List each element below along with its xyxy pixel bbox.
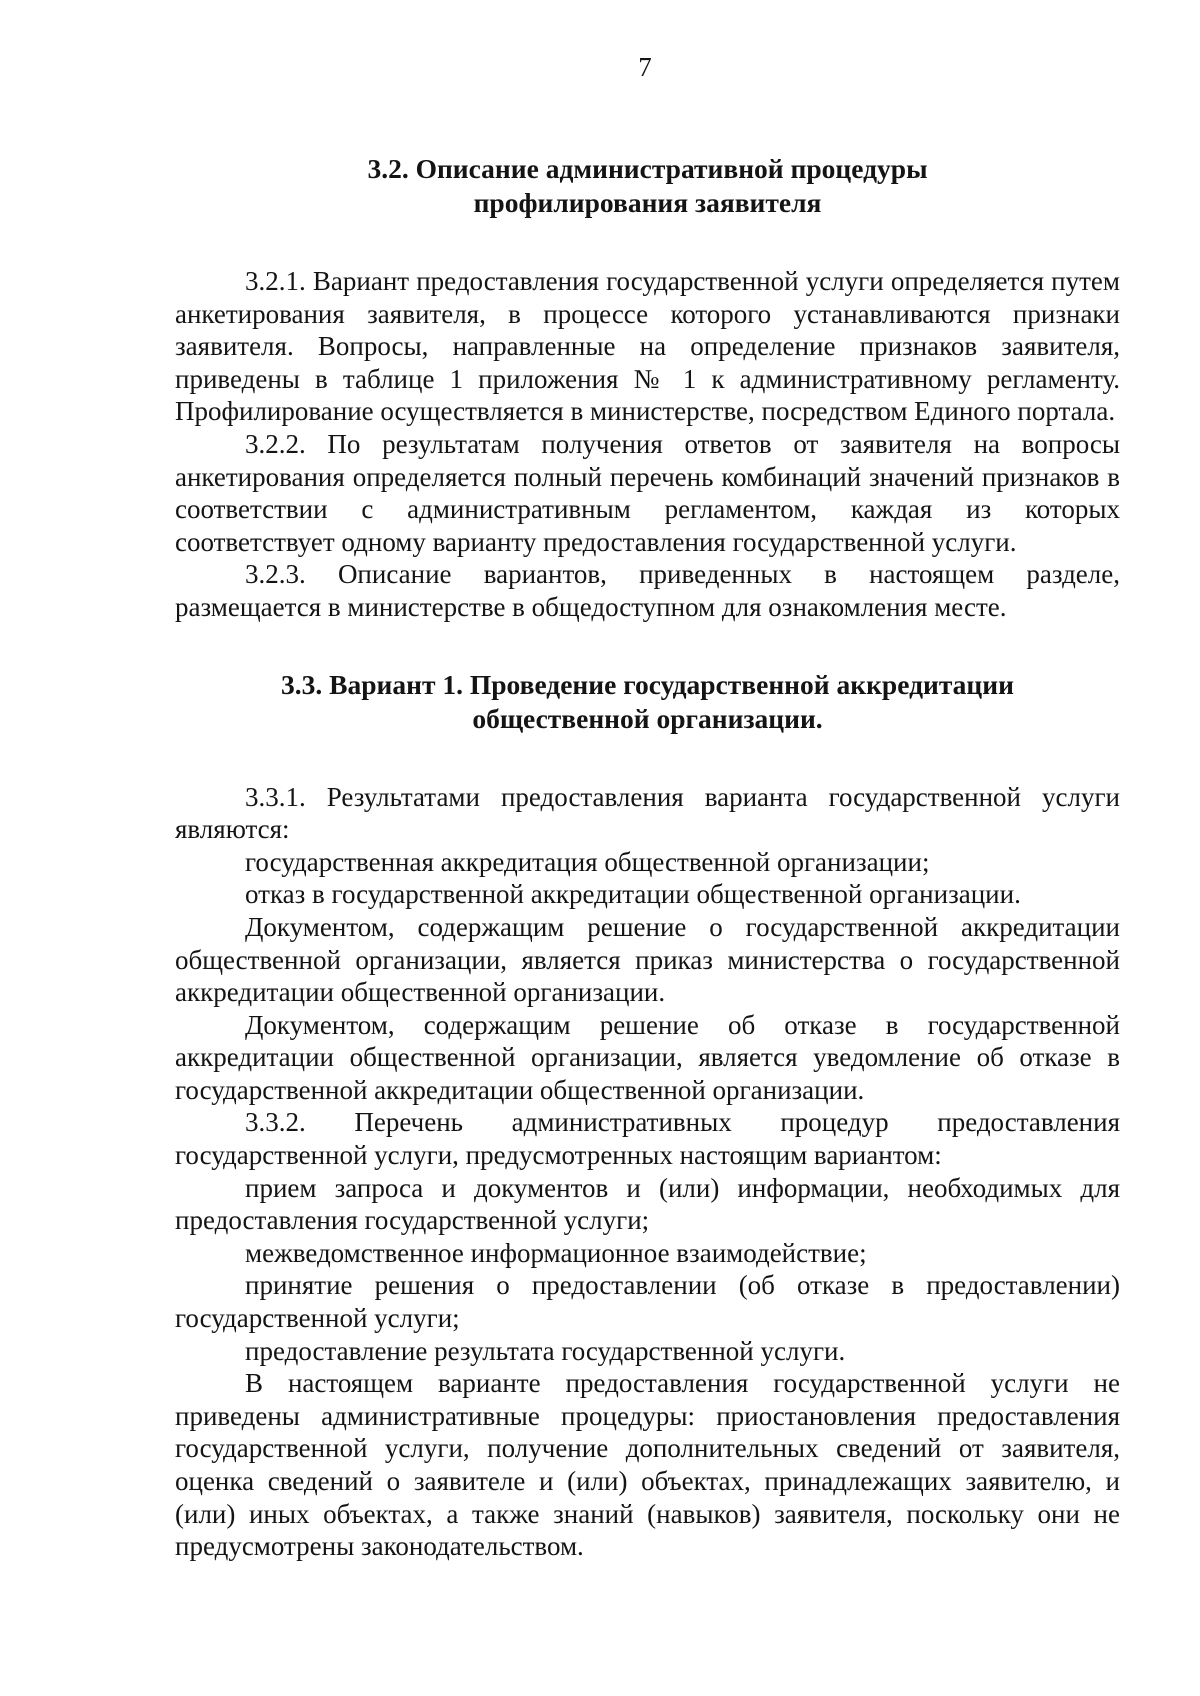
result-item-1: государственная аккредитация общественной организации; xyxy=(245,846,930,877)
paragraph-3-2-3: 3.2.3. Описание вариантов, приведенных в настоящем разделе, размещается в министерстве в общедоступном для ознакомления месте. xyxy=(175,559,1120,622)
section-3-3-heading-line1: 3.3. Вариант 1. Проведение государственной аккредитации xyxy=(281,668,1014,700)
section-3-3-heading-line2: общественной организации. xyxy=(472,702,823,734)
paragraph-3-3-1: 3.3.1. Результатами предоставления варианта государственной услуги являются: xyxy=(175,781,1120,845)
page-number: 7 xyxy=(638,52,652,82)
procedure-item-3: принятие решения о предоставлении (об отказе в предоставлении) государственной услуги; xyxy=(175,1270,1120,1334)
section-3-2-heading xyxy=(175,152,1120,220)
result-item-2: отказ в государственной аккредитации общественной организации. xyxy=(245,879,1021,910)
paragraph-document-refusal: Документом, содержащим решение об отказе в государственной аккредитации общественной организации, является уведомление об отказе в государственной аккредитации общественной организации. xyxy=(175,1009,1120,1105)
procedure-item-1: прием запроса и документов и (или) информации, необходимых для предоставления государственной услуги; xyxy=(175,1172,1120,1236)
paragraph-final: В настоящем варианте предоставления государственной услуги не приведены административные процедуры: приостановления предоставления государственной услуги, получение дополнительных сведений от заявителя, оценка сведений о заявителе и (или) объектах, принадлежащих заявителю, и (или) иных объектах, а также знаний (навыков) заявителя, поскольку они не предусмотрены законодательством. xyxy=(175,1368,1120,1562)
section-3-3-heading xyxy=(175,668,1120,736)
paragraph-document-decision: Документом, содержащим решение о государственной аккредитации общественной организации, является приказ министерства о государственной аккредитации общественной организации. xyxy=(175,911,1120,1008)
paragraph-3-2-2: 3.2.2. По результатам получения ответов от заявителя на вопросы анкетирования определяется полный перечень комбинаций значений признаков в соответствии с административным регламентом, каждая из которых соответствует одному варианту предоставления государственной услуги. xyxy=(175,428,1120,557)
page-content xyxy=(175,152,1120,1563)
paragraph-3-2-1: 3.2.1. Вариант предоставления государственной услуги определяется путем анкетирования заявителя, в процессе которого устанавливаются признаки заявителя. Вопросы, направленные на определение признаков заявителя, приведены в таблице 1 приложения № 1 к административному регламенту. Профилирование осуществляется в министерстве, посредством Единого портала. xyxy=(175,266,1120,427)
section-3-2-heading-line1: 3.2. Описание административной процедуры xyxy=(367,153,928,184)
procedure-item-4: предоставление результата государственной услуги. xyxy=(245,1335,846,1366)
paragraph-3-3-2: 3.3.2. Перечень административных процедур предоставления государственной услуги, предусмотренных настоящим вариантом: xyxy=(175,1107,1120,1171)
section-3-2-heading-line2: профилирования заявителя xyxy=(473,187,822,218)
procedure-item-2: межведомственное информационное взаимодействие; xyxy=(245,1237,867,1268)
